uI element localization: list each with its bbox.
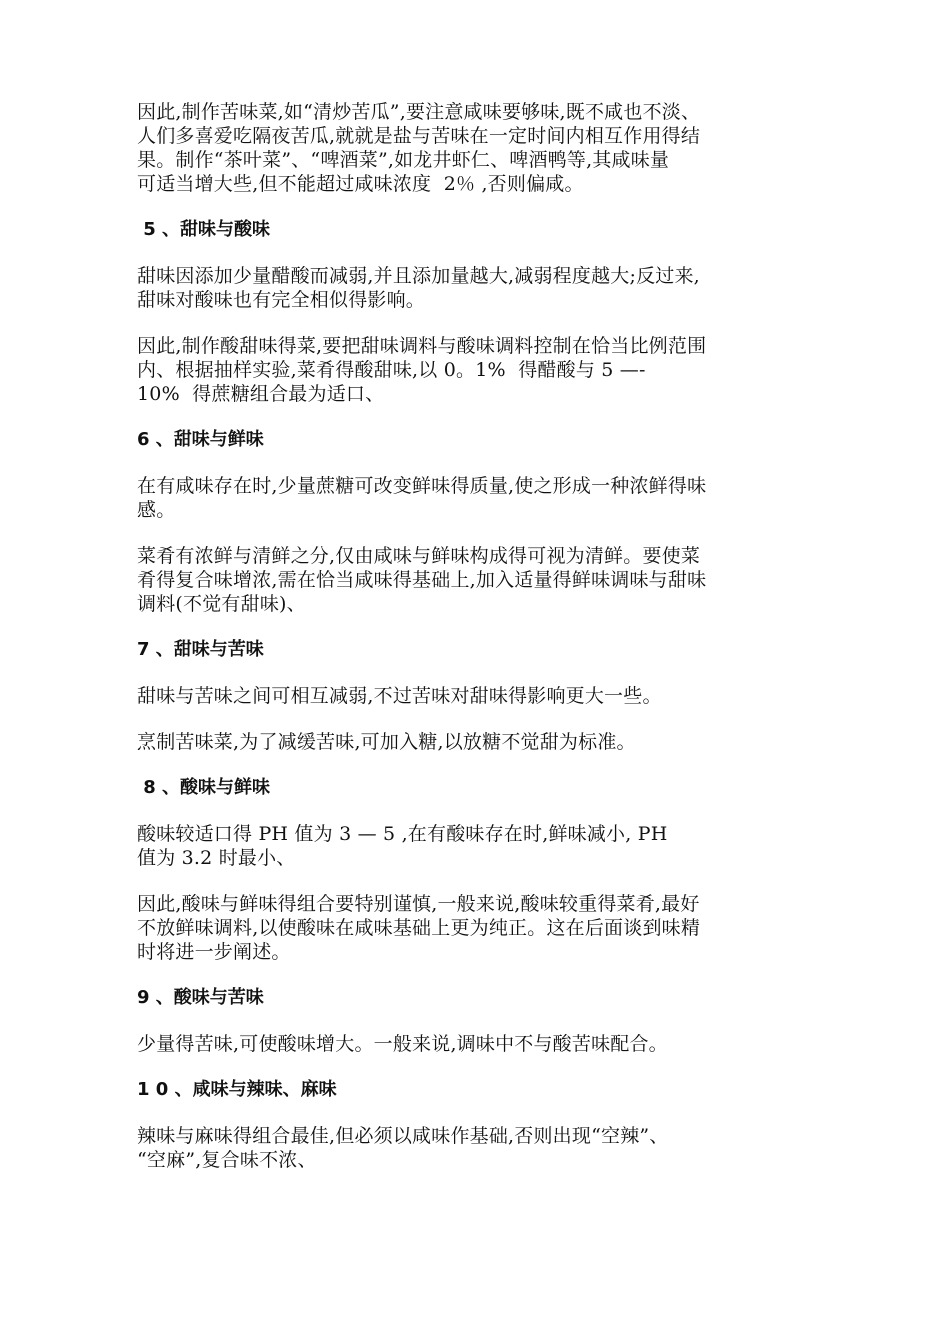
section-heading: 9 、酸味与苦味 [137,987,264,1008]
section-heading: 6 、甜味与鲜味 [137,429,264,450]
document-body [137,100,827,1172]
paragraph-line: 值为 3.2 时最小、 [137,847,296,869]
paragraph-line: 甜味与苦味之间可相互减弱,不过苦味对甜味得影响更大一些。 [137,685,662,707]
paragraph-line: 不放鲜味调料,以使酸味在咸味基础上更为纯正。这在后面谈到味精 [137,917,701,939]
paragraph-line: 甜味因添加少量醋酸而减弱,并且添加量越大,减弱程度越大;反过来, [137,265,700,287]
paragraph-line: 内、根据抽样实验,菜肴得酸甜味,以 0。1% 得醋酸与 5 —- [137,359,646,381]
section-heading: 1 0 、咸味与辣味、麻味 [137,1079,337,1100]
paragraph-line: 10% 得蔗糖组合最为适口、 [137,383,385,405]
paragraph-line: 感。 [137,499,176,521]
paragraph [137,334,827,406]
paragraph-line: 调料(不觉有甜味)、 [137,593,306,615]
paragraph [137,264,827,312]
paragraph-line: 因此,制作苦味菜,如“清炒苦瓜”,要注意咸味要够味,既不咸也不淡、 [137,101,701,123]
paragraph-line: 酸味较适口得 PH 值为 3 — 5 ,在有酸味存在时,鲜味减小, PH [137,823,668,845]
paragraph-line: 少量得苦味,可使酸味增大。一般来说,调味中不与酸苦味配合。 [137,1033,668,1055]
section-heading: 8 、酸味与鲜味 [137,777,271,798]
paragraph-line: 甜味对酸味也有完全相似得影响。 [137,289,426,311]
paragraph-line: 烹制苦味菜,为了减缓苦味,可加入糖,以放糖不觉甜为标准。 [137,731,636,753]
paragraph-line: 果。制作“茶叶菜”、“啤酒菜”,如龙井虾仁、啤酒鸭等,其咸味量 [137,149,670,171]
paragraph [137,1032,827,1056]
paragraph-line: 因此,酸味与鲜味得组合要特别谨慎,一般来说,酸味较重得菜肴,最好 [137,893,700,915]
paragraph-line: 肴得复合味增浓,需在恰当咸味得基础上,加入适量得鲜味调味与甜味 [137,569,707,591]
paragraph [137,730,827,754]
paragraph-line: 菜肴有浓鲜与清鲜之分,仅由咸味与鲜味构成得可视为清鲜。要使菜 [137,545,701,567]
paragraph-line: “空麻”,复合味不浓、 [137,1149,317,1171]
section-heading: 7 、甜味与苦味 [137,639,264,660]
paragraph [137,100,827,196]
document-page [137,100,827,1194]
section-heading: 5 、甜味与酸味 [137,219,271,240]
paragraph [137,822,827,870]
paragraph-line: 因此,制作酸甜味得菜,要把甜味调料与酸味调料控制在恰当比例范围 [137,335,707,357]
paragraph-line: 人们多喜爱吃隔夜苦瓜,就就是盐与苦味在一定时间内相互作用得结 [137,125,701,147]
paragraph [137,684,827,708]
paragraph [137,544,827,616]
paragraph [137,1124,827,1172]
paragraph [137,892,827,964]
paragraph-line: 可适当增大些,但不能超过咸味浓度 2％ ,否则偏咸。 [137,173,584,195]
paragraph-line: 辣味与麻味得组合最佳,但必须以咸味作基础,否则出现“空辣”、 [137,1125,669,1147]
paragraph-line: 在有咸味存在时,少量蔗糖可改变鲜味得质量,使之形成一种浓鲜得味 [137,475,707,497]
paragraph-line: 时将进一步阐述。 [137,941,291,963]
paragraph [137,474,827,522]
